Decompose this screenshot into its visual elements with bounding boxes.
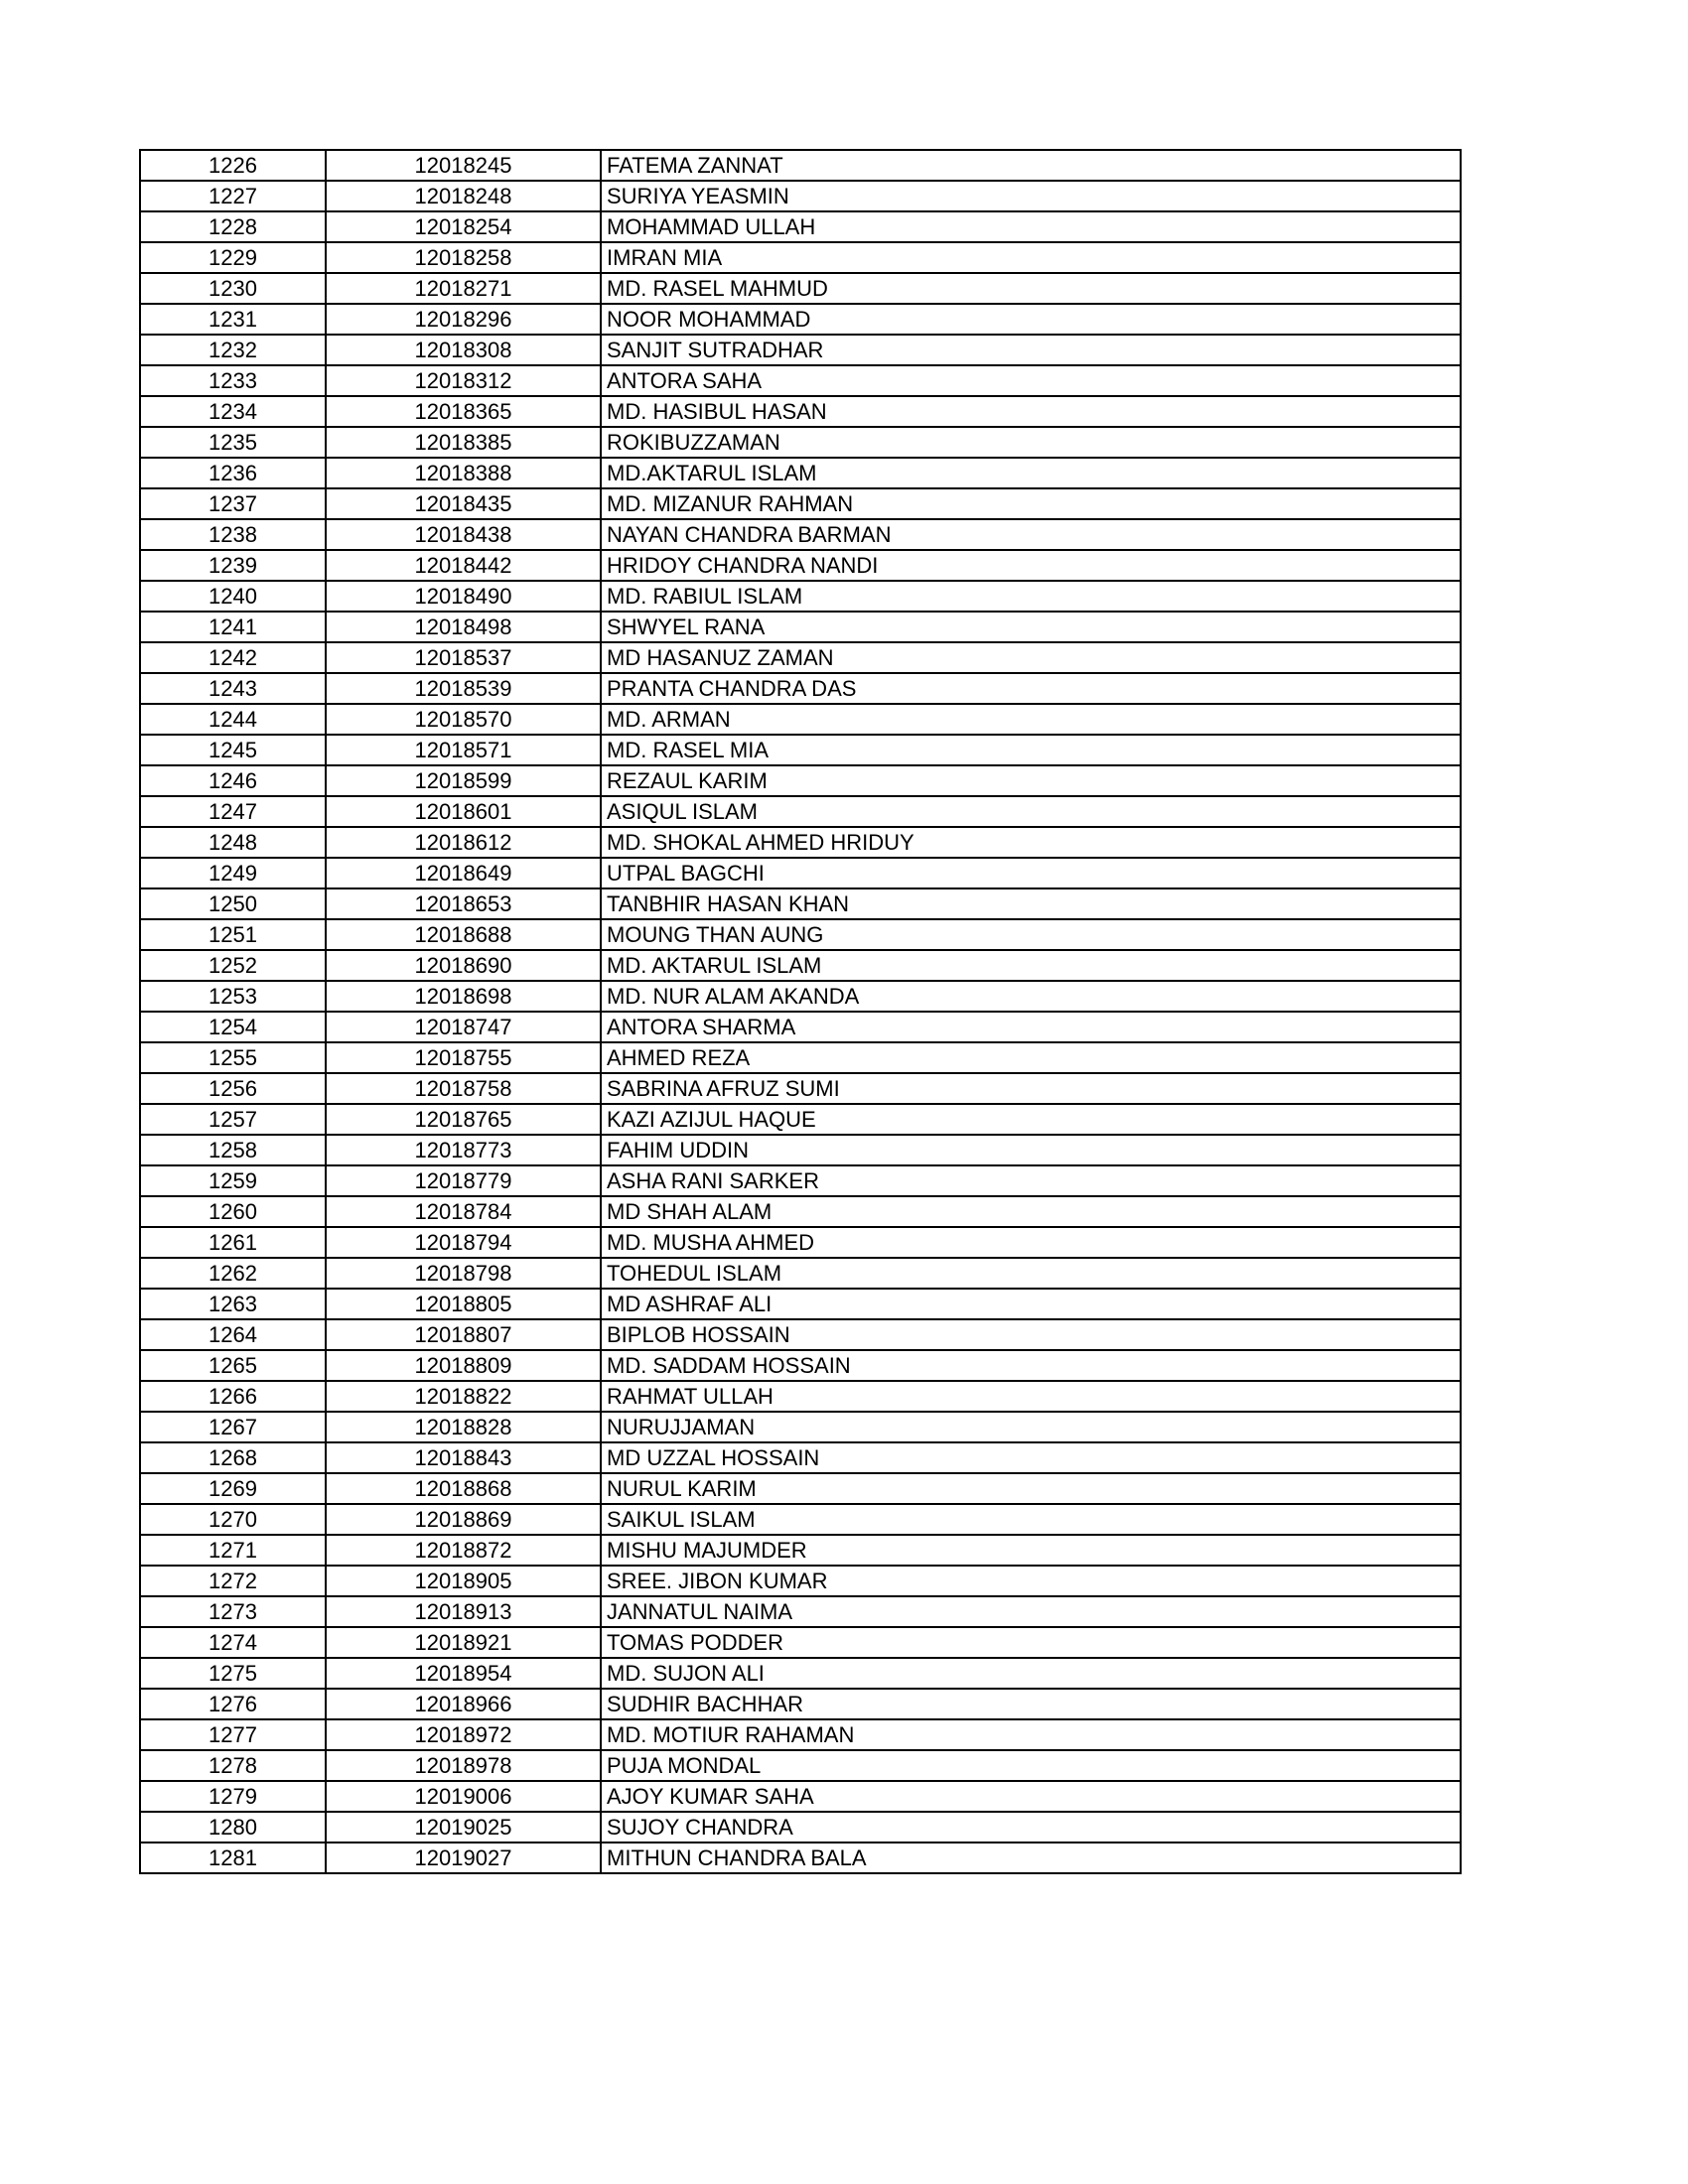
roll-number-cell: 12018649 (326, 858, 601, 888)
results-table (139, 149, 1462, 1874)
table-row (140, 1012, 1461, 1042)
table-row (140, 1596, 1461, 1627)
name-cell: KAZI AZIJUL HAQUE (601, 1104, 1461, 1135)
serial-cell: 1240 (140, 581, 326, 612)
roll-number-cell: 12018913 (326, 1596, 601, 1627)
serial-cell: 1252 (140, 950, 326, 981)
table-row (140, 1073, 1461, 1104)
roll-number-cell: 12018498 (326, 612, 601, 642)
roll-number-cell: 12019006 (326, 1781, 601, 1812)
name-cell: SURIYA YEASMIN (601, 181, 1461, 211)
name-cell: UTPAL BAGCHI (601, 858, 1461, 888)
roll-number-cell: 12018784 (326, 1196, 601, 1227)
serial-cell: 1248 (140, 827, 326, 858)
table-row (140, 1104, 1461, 1135)
name-cell: MD.AKTARUL ISLAM (601, 458, 1461, 488)
serial-cell: 1280 (140, 1812, 326, 1843)
serial-cell: 1278 (140, 1750, 326, 1781)
table-row (140, 1381, 1461, 1412)
serial-cell: 1269 (140, 1473, 326, 1504)
roll-number-cell: 12018966 (326, 1689, 601, 1719)
table-row (140, 1535, 1461, 1566)
table-row (140, 1319, 1461, 1350)
serial-cell: 1261 (140, 1227, 326, 1258)
roll-number-cell: 12018807 (326, 1319, 601, 1350)
serial-cell: 1237 (140, 488, 326, 519)
serial-cell: 1267 (140, 1412, 326, 1442)
serial-cell: 1255 (140, 1042, 326, 1073)
name-cell: MD. MIZANUR RAHMAN (601, 488, 1461, 519)
roll-number-cell: 12018809 (326, 1350, 601, 1381)
serial-cell: 1246 (140, 765, 326, 796)
table-row (140, 1812, 1461, 1843)
table-row (140, 1289, 1461, 1319)
roll-number-cell: 12018872 (326, 1535, 601, 1566)
roll-number-cell: 12018537 (326, 642, 601, 673)
table-row (140, 1658, 1461, 1689)
roll-number-cell: 12019027 (326, 1843, 601, 1873)
serial-cell: 1233 (140, 365, 326, 396)
roll-number-cell: 12018773 (326, 1135, 601, 1165)
table-row (140, 919, 1461, 950)
name-cell: SUDHIR BACHHAR (601, 1689, 1461, 1719)
name-cell: PUJA MONDAL (601, 1750, 1461, 1781)
roll-number-cell: 12018805 (326, 1289, 601, 1319)
name-cell: AJOY KUMAR SAHA (601, 1781, 1461, 1812)
serial-cell: 1228 (140, 211, 326, 242)
roll-number-cell: 12018828 (326, 1412, 601, 1442)
table-row (140, 1442, 1461, 1473)
table-row (140, 1412, 1461, 1442)
roll-number-cell: 12018254 (326, 211, 601, 242)
name-cell: MD. ARMAN (601, 704, 1461, 735)
serial-cell: 1253 (140, 981, 326, 1012)
table-row (140, 1781, 1461, 1812)
roll-number-cell: 12019025 (326, 1812, 601, 1843)
serial-cell: 1281 (140, 1843, 326, 1873)
roll-number-cell: 12018794 (326, 1227, 601, 1258)
roll-number-cell: 12018822 (326, 1381, 601, 1412)
roll-number-cell: 12018843 (326, 1442, 601, 1473)
serial-cell: 1257 (140, 1104, 326, 1135)
name-cell: RAHMAT ULLAH (601, 1381, 1461, 1412)
roll-number-cell: 12018921 (326, 1627, 601, 1658)
table-row (140, 612, 1461, 642)
roll-number-cell: 12018539 (326, 673, 601, 704)
serial-cell: 1260 (140, 1196, 326, 1227)
table-row (140, 550, 1461, 581)
table-row (140, 304, 1461, 335)
name-cell: SABRINA AFRUZ SUMI (601, 1073, 1461, 1104)
table-row (140, 796, 1461, 827)
roll-number-cell: 12018653 (326, 888, 601, 919)
name-cell: TANBHIR HASAN KHAN (601, 888, 1461, 919)
serial-cell: 1277 (140, 1719, 326, 1750)
table-row (140, 888, 1461, 919)
serial-cell: 1265 (140, 1350, 326, 1381)
table-row (140, 827, 1461, 858)
roll-number-cell: 12018248 (326, 181, 601, 211)
serial-cell: 1258 (140, 1135, 326, 1165)
serial-cell: 1275 (140, 1658, 326, 1689)
serial-cell: 1242 (140, 642, 326, 673)
roll-number-cell: 12018978 (326, 1750, 601, 1781)
table-row (140, 981, 1461, 1012)
name-cell: MD. MOTIUR RAHAMAN (601, 1719, 1461, 1750)
serial-cell: 1270 (140, 1504, 326, 1535)
name-cell: TOMAS PODDER (601, 1627, 1461, 1658)
serial-cell: 1254 (140, 1012, 326, 1042)
roll-number-cell: 12018601 (326, 796, 601, 827)
table-row (140, 950, 1461, 981)
name-cell: MD. RASEL MAHMUD (601, 273, 1461, 304)
roll-number-cell: 12018765 (326, 1104, 601, 1135)
roll-number-cell: 12018690 (326, 950, 601, 981)
name-cell: ASIQUL ISLAM (601, 796, 1461, 827)
name-cell: MD. SHOKAL AHMED HRIDUY (601, 827, 1461, 858)
table-row (140, 1196, 1461, 1227)
serial-cell: 1271 (140, 1535, 326, 1566)
table-row (140, 1719, 1461, 1750)
serial-cell: 1227 (140, 181, 326, 211)
serial-cell: 1238 (140, 519, 326, 550)
serial-cell: 1266 (140, 1381, 326, 1412)
serial-cell: 1236 (140, 458, 326, 488)
table-row (140, 1689, 1461, 1719)
serial-cell: 1241 (140, 612, 326, 642)
name-cell: MD. NUR ALAM AKANDA (601, 981, 1461, 1012)
serial-cell: 1226 (140, 150, 326, 181)
serial-cell: 1244 (140, 704, 326, 735)
name-cell: MD HASANUZ ZAMAN (601, 642, 1461, 673)
table-row (140, 1843, 1461, 1873)
serial-cell: 1247 (140, 796, 326, 827)
name-cell: ASHA RANI SARKER (601, 1165, 1461, 1196)
name-cell: FATEMA ZANNAT (601, 150, 1461, 181)
table-row (140, 673, 1461, 704)
name-cell: SANJIT SUTRADHAR (601, 335, 1461, 365)
name-cell: PRANTA CHANDRA DAS (601, 673, 1461, 704)
roll-number-cell: 12018442 (326, 550, 601, 581)
table-row (140, 1627, 1461, 1658)
table-row (140, 704, 1461, 735)
roll-number-cell: 12018779 (326, 1165, 601, 1196)
roll-number-cell: 12018599 (326, 765, 601, 796)
roll-number-cell: 12018435 (326, 488, 601, 519)
roll-number-cell: 12018698 (326, 981, 601, 1012)
serial-cell: 1250 (140, 888, 326, 919)
table-row (140, 242, 1461, 273)
roll-number-cell: 12018905 (326, 1566, 601, 1596)
roll-number-cell: 12018755 (326, 1042, 601, 1073)
name-cell: MD. MUSHA AHMED (601, 1227, 1461, 1258)
name-cell: MD. SUJON ALI (601, 1658, 1461, 1689)
name-cell: FAHIM UDDIN (601, 1135, 1461, 1165)
serial-cell: 1235 (140, 427, 326, 458)
serial-cell: 1251 (140, 919, 326, 950)
name-cell: MD. AKTARUL ISLAM (601, 950, 1461, 981)
roll-number-cell: 12018385 (326, 427, 601, 458)
serial-cell: 1274 (140, 1627, 326, 1658)
table-row (140, 1350, 1461, 1381)
roll-number-cell: 12018490 (326, 581, 601, 612)
roll-number-cell: 12018758 (326, 1073, 601, 1104)
serial-cell: 1272 (140, 1566, 326, 1596)
table-row (140, 273, 1461, 304)
roll-number-cell: 12018296 (326, 304, 601, 335)
table-row (140, 396, 1461, 427)
serial-cell: 1268 (140, 1442, 326, 1473)
serial-cell: 1273 (140, 1596, 326, 1627)
serial-cell: 1276 (140, 1689, 326, 1719)
serial-cell: 1245 (140, 735, 326, 765)
table-row (140, 488, 1461, 519)
roll-number-cell: 12018245 (326, 150, 601, 181)
table-row (140, 1504, 1461, 1535)
serial-cell: 1264 (140, 1319, 326, 1350)
roll-number-cell: 12018972 (326, 1719, 601, 1750)
table-row (140, 519, 1461, 550)
name-cell: SHWYEL RANA (601, 612, 1461, 642)
name-cell: NAYAN CHANDRA BARMAN (601, 519, 1461, 550)
serial-cell: 1234 (140, 396, 326, 427)
table-row (140, 1042, 1461, 1073)
table-row (140, 1566, 1461, 1596)
name-cell: ANTORA SAHA (601, 365, 1461, 396)
name-cell: MD ASHRAF ALI (601, 1289, 1461, 1319)
roll-number-cell: 12018388 (326, 458, 601, 488)
roll-number-cell: 12018258 (326, 242, 601, 273)
roll-number-cell: 12018612 (326, 827, 601, 858)
name-cell: NURUJJAMAN (601, 1412, 1461, 1442)
name-cell: IMRAN MIA (601, 242, 1461, 273)
roll-number-cell: 12018954 (326, 1658, 601, 1689)
name-cell: TOHEDUL ISLAM (601, 1258, 1461, 1289)
name-cell: REZAUL KARIM (601, 765, 1461, 796)
serial-cell: 1230 (140, 273, 326, 304)
table-row (140, 458, 1461, 488)
name-cell: MISHU MAJUMDER (601, 1535, 1461, 1566)
table-row (140, 1135, 1461, 1165)
serial-cell: 1259 (140, 1165, 326, 1196)
roll-number-cell: 12018798 (326, 1258, 601, 1289)
serial-cell: 1231 (140, 304, 326, 335)
serial-cell: 1249 (140, 858, 326, 888)
roll-number-cell: 12018869 (326, 1504, 601, 1535)
table-row (140, 1473, 1461, 1504)
table-row (140, 1165, 1461, 1196)
table-row (140, 581, 1461, 612)
name-cell: MD. HASIBUL HASAN (601, 396, 1461, 427)
results-table-body (140, 150, 1461, 1873)
name-cell: MITHUN CHANDRA BALA (601, 1843, 1461, 1873)
name-cell: NURUL KARIM (601, 1473, 1461, 1504)
roll-number-cell: 12018365 (326, 396, 601, 427)
name-cell: MOHAMMAD ULLAH (601, 211, 1461, 242)
name-cell: NOOR MOHAMMAD (601, 304, 1461, 335)
roll-number-cell: 12018570 (326, 704, 601, 735)
table-row (140, 211, 1461, 242)
name-cell: MD SHAH ALAM (601, 1196, 1461, 1227)
serial-cell: 1229 (140, 242, 326, 273)
roll-number-cell: 12018688 (326, 919, 601, 950)
name-cell: JANNATUL NAIMA (601, 1596, 1461, 1627)
table-row (140, 765, 1461, 796)
roll-number-cell: 12018747 (326, 1012, 601, 1042)
name-cell: SAIKUL ISLAM (601, 1504, 1461, 1535)
roll-number-cell: 12018438 (326, 519, 601, 550)
table-row (140, 365, 1461, 396)
table-row (140, 427, 1461, 458)
name-cell: BIPLOB HOSSAIN (601, 1319, 1461, 1350)
serial-cell: 1232 (140, 335, 326, 365)
serial-cell: 1263 (140, 1289, 326, 1319)
name-cell: ANTORA SHARMA (601, 1012, 1461, 1042)
roll-number-cell: 12018571 (326, 735, 601, 765)
name-cell: SREE. JIBON KUMAR (601, 1566, 1461, 1596)
name-cell: MD. RABIUL ISLAM (601, 581, 1461, 612)
table-row (140, 858, 1461, 888)
roll-number-cell: 12018308 (326, 335, 601, 365)
name-cell: ROKIBUZZAMAN (601, 427, 1461, 458)
name-cell: MD. SADDAM HOSSAIN (601, 1350, 1461, 1381)
table-row (140, 150, 1461, 181)
serial-cell: 1239 (140, 550, 326, 581)
serial-cell: 1256 (140, 1073, 326, 1104)
table-row (140, 1258, 1461, 1289)
table-row (140, 1227, 1461, 1258)
name-cell: MD. RASEL MIA (601, 735, 1461, 765)
name-cell: AHMED REZA (601, 1042, 1461, 1073)
serial-cell: 1243 (140, 673, 326, 704)
table-row (140, 642, 1461, 673)
table-row (140, 181, 1461, 211)
name-cell: HRIDOY CHANDRA NANDI (601, 550, 1461, 581)
roll-number-cell: 12018312 (326, 365, 601, 396)
roll-number-cell: 12018271 (326, 273, 601, 304)
table-row (140, 735, 1461, 765)
table-row (140, 1750, 1461, 1781)
serial-cell: 1262 (140, 1258, 326, 1289)
name-cell: SUJOY CHANDRA (601, 1812, 1461, 1843)
roll-number-cell: 12018868 (326, 1473, 601, 1504)
name-cell: MD UZZAL HOSSAIN (601, 1442, 1461, 1473)
name-cell: MOUNG THAN AUNG (601, 919, 1461, 950)
serial-cell: 1279 (140, 1781, 326, 1812)
table-row (140, 335, 1461, 365)
